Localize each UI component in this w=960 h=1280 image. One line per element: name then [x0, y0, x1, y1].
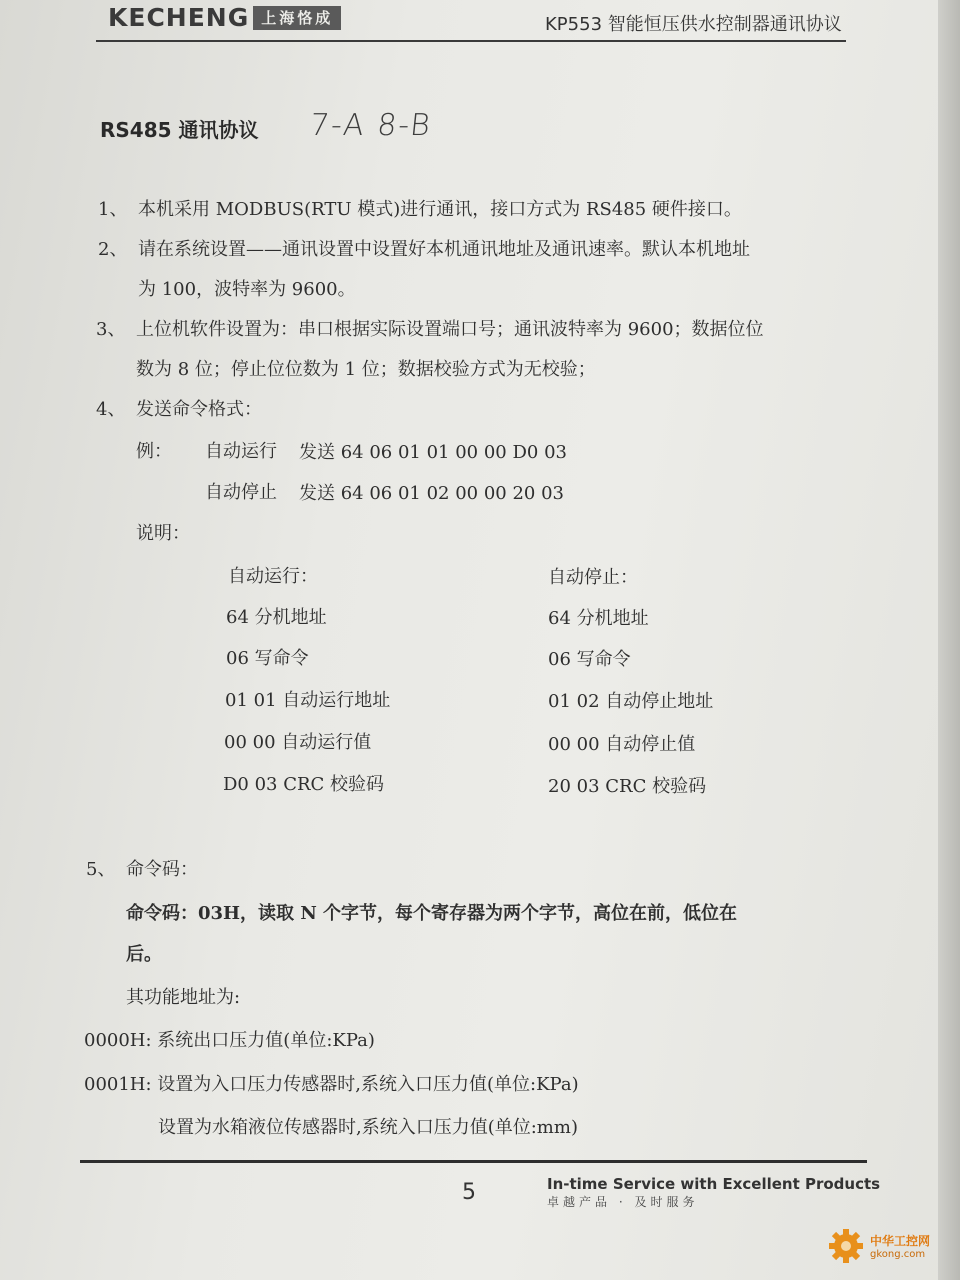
explain-run-line: 01 01 自动运行地址: [225, 690, 391, 711]
example-stop-command: 发送 64 06 01 02 00 00 20 03: [299, 483, 565, 504]
logo-text-cn: 上海恪成: [253, 6, 341, 30]
footer-slogan-cn: 卓越产品 · 及时服务: [547, 1195, 699, 1209]
function-address-label: 其功能地址为:: [126, 987, 241, 1008]
example-run-name: 自动运行: [205, 441, 277, 462]
address-0001h: 0001H: 设置为入口压力传感器时,系统入口压力值(单位:KPa): [84, 1074, 579, 1095]
explain-stop-line: 06 写命令: [548, 649, 631, 670]
example-run-command: 发送 64 06 01 01 00 00 D0 03: [299, 442, 567, 463]
watermark-url: gkong.com: [870, 1249, 926, 1260]
logo-text-en: KECHENG: [108, 3, 250, 32]
item-2-number: 2、: [98, 239, 128, 260]
example-stop-name: 自动停止: [205, 482, 277, 503]
command-code-line-2: 后。: [126, 944, 162, 965]
item-2-text-line-1: 请在系统设置——通讯设置中设置好本机通讯地址及通讯速率。默认本机地址: [138, 239, 750, 260]
item-1-text: 本机采用 MODBUS(RTU 模式)进行通讯，接口方式为 RS485 硬件接口。: [138, 199, 742, 220]
explain-run-line: D0 03 CRC 校验码: [223, 774, 385, 795]
page-number: 5: [462, 1180, 476, 1205]
watermark-cn: 中华工控网: [870, 1234, 931, 1248]
explain-run-line: 64 分机地址: [226, 607, 327, 628]
page-edge: [938, 0, 960, 1280]
explain-run-line: 00 00 自动运行值: [224, 732, 372, 753]
explain-stop-line: 01 02 自动停止地址: [548, 691, 714, 712]
item-2-text-line-2: 为 100，波特率为 9600。: [138, 279, 356, 300]
footer-slogan-en: In-time Service with Excellent Products: [547, 1175, 881, 1193]
document-title: KP553 智能恒压供水控制器通讯协议: [545, 14, 842, 35]
header-divider: [96, 40, 846, 42]
command-code-line-1: 命令码：03H，读取 N 个字节，每个寄存器为两个字节，高位在前，低位在: [126, 903, 738, 924]
footer-divider: [80, 1160, 867, 1163]
explain-stop-line: 00 00 自动停止值: [548, 734, 696, 755]
explain-label: 说明：: [136, 523, 190, 544]
gear-icon: [826, 1226, 866, 1266]
item-3-text-line-1: 上位机软件设置为：串口根据实际设置端口号；通讯波特率为 9600；数据位位: [136, 319, 764, 340]
address-0001h-alt: 设置为水箱液位传感器时,系统入口压力值(单位:mm): [158, 1117, 578, 1138]
explain-stop-line: 20 03 CRC 校验码: [548, 776, 707, 797]
item-4-number: 4、: [96, 399, 126, 420]
company-logo: [108, 4, 341, 32]
explain-run-line: 06 写命令: [226, 648, 309, 669]
item-3-text-line-2: 数为 8 位；停止位位数为 1 位；数据校验方式为无校验；: [136, 359, 596, 380]
section-title: RS485 通讯协议: [100, 118, 259, 142]
site-watermark: [826, 1222, 944, 1270]
handwritten-note: 7-A 8-B: [308, 108, 434, 143]
explain-stop-title: 自动停止：: [548, 567, 638, 588]
item-5-title: 命令码：: [126, 859, 198, 880]
explain-run-title: 自动运行：: [228, 566, 318, 587]
example-label: 例：: [136, 441, 172, 462]
explain-stop-line: 64 分机地址: [548, 608, 649, 629]
address-0000h: 0000H: 系统出口压力值(单位:KPa): [84, 1030, 375, 1051]
item-4-text: 发送命令格式：: [136, 399, 262, 420]
item-3-number: 3、: [96, 319, 126, 340]
item-1-number: 1、: [98, 199, 128, 220]
item-5-number: 5、: [86, 859, 116, 880]
